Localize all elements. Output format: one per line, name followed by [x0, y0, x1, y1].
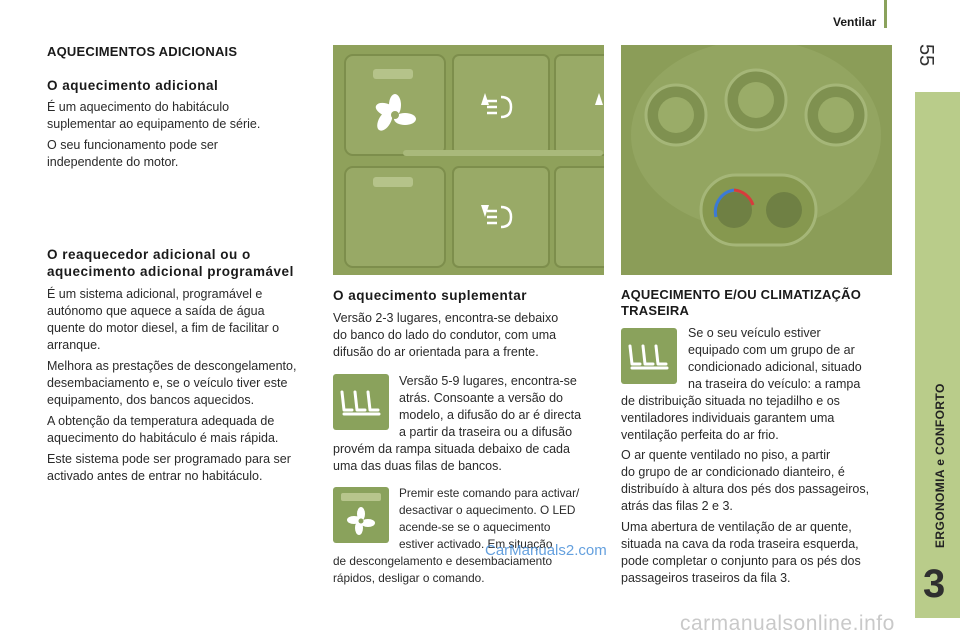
col2-p3-side: Premir este comando para activar/ desactivar o aquecimento. O LED acende-se se o aquecimento estiver activado. Em situação — [399, 486, 580, 551]
header-rule — [884, 0, 887, 28]
watermark-small: CarManuals2.com — [485, 542, 607, 559]
subheading-aquecimento-adicional: O aquecimento adicional — [47, 78, 219, 93]
subheading-reaquecedor: O reaquecedor adicional ou o aquecimento adicional programável — [47, 247, 294, 279]
subheading-aquecimento-traseira: AQUECIMENTO E/OU CLIMATIZAÇÃO TRASEIRA — [621, 287, 862, 318]
heater-button-tile — [333, 487, 389, 543]
col1-intro-text: É um aquecimento do habitáculo suplementar ao equipamento de série. O seu funcionamento pode ser independente do motor. — [47, 100, 261, 169]
fan-button-icon — [333, 487, 389, 543]
control-panel-illustration — [333, 45, 604, 275]
seats-icon-tile — [333, 374, 389, 430]
section-title: Ventilar — [833, 15, 877, 29]
rear-seats-tile — [621, 328, 677, 384]
main-heading: AQUECIMENTOS ADICIONAIS — [47, 44, 238, 59]
col3-p1-side: Se o seu veículo estiver equipado com um grupo de ar condicionado adicional, situado na traseira do veículo: a rampa — [688, 326, 862, 391]
subheading-aquecimento-suplementar: O aquecimento suplementar — [333, 288, 528, 303]
col3-p3: Uma abertura de ventilação de ar quente, situada na cava da roda traseira esquerda, pode completar o conjunto para os pés dos passageiros traseiros da fila 3. — [621, 520, 861, 585]
col2-p1: Versão 2-3 lugares, encontra-se debaixo do banco do lado do condutor, com uma difusão do ar orientada para a frente. — [333, 311, 559, 359]
col3-p2: O ar quente ventilado no piso, a partir do grupo de ar condicionado dianteiro, é distribuído à altura dos pés dos passageiros, atrás das filas 2 e 3. — [621, 448, 870, 513]
col2-p2-full: provém da rampa situada debaixo de cada uma das duas filas de bancos. — [333, 442, 570, 473]
rear-vents-illustration — [621, 45, 892, 275]
chapter-number: 3 — [923, 562, 946, 606]
chapter-title: ERGONOMIA e CONFORTO — [933, 383, 947, 548]
col1-body-text: É um sistema adicional, programável e autónomo que aquece a saída de água quente do motor diesel, a fim de facilitar o arranque. Melhora as prestações de descongelamento, desembaciamento e, se o veículo tiver este equipamento, dos bancos aquecidos. A obtenção da temperatura adequada de aquecimento do habitáculo é mais rápida. Este sistema pode ser programado para ser activado antes de entrar no habitáculo. — [47, 287, 297, 483]
col2-p2-side: Versão 5-9 lugares, encontra-se atrás. Consoante a versão do modelo, a difusão do ar é directa a partir da traseira ou a difusão — [399, 374, 582, 439]
rear-vents-photo — [621, 45, 892, 275]
control-panel-photo — [333, 45, 604, 275]
col2-p3-full: de descongelamento e desembaciamento rápidos, desligar o comando. — [333, 554, 553, 585]
col3-p1-full: de distribuição situada no tejadilho e os ventiladores individuais garantem uma ventilação perfeita do ar frio. — [621, 394, 840, 442]
rear-climate-seats-icon — [621, 328, 677, 384]
page-number: 55 — [915, 44, 937, 67]
watermark-large: carmanualsonline.info — [680, 612, 895, 635]
rear-seats-icon — [333, 374, 389, 430]
